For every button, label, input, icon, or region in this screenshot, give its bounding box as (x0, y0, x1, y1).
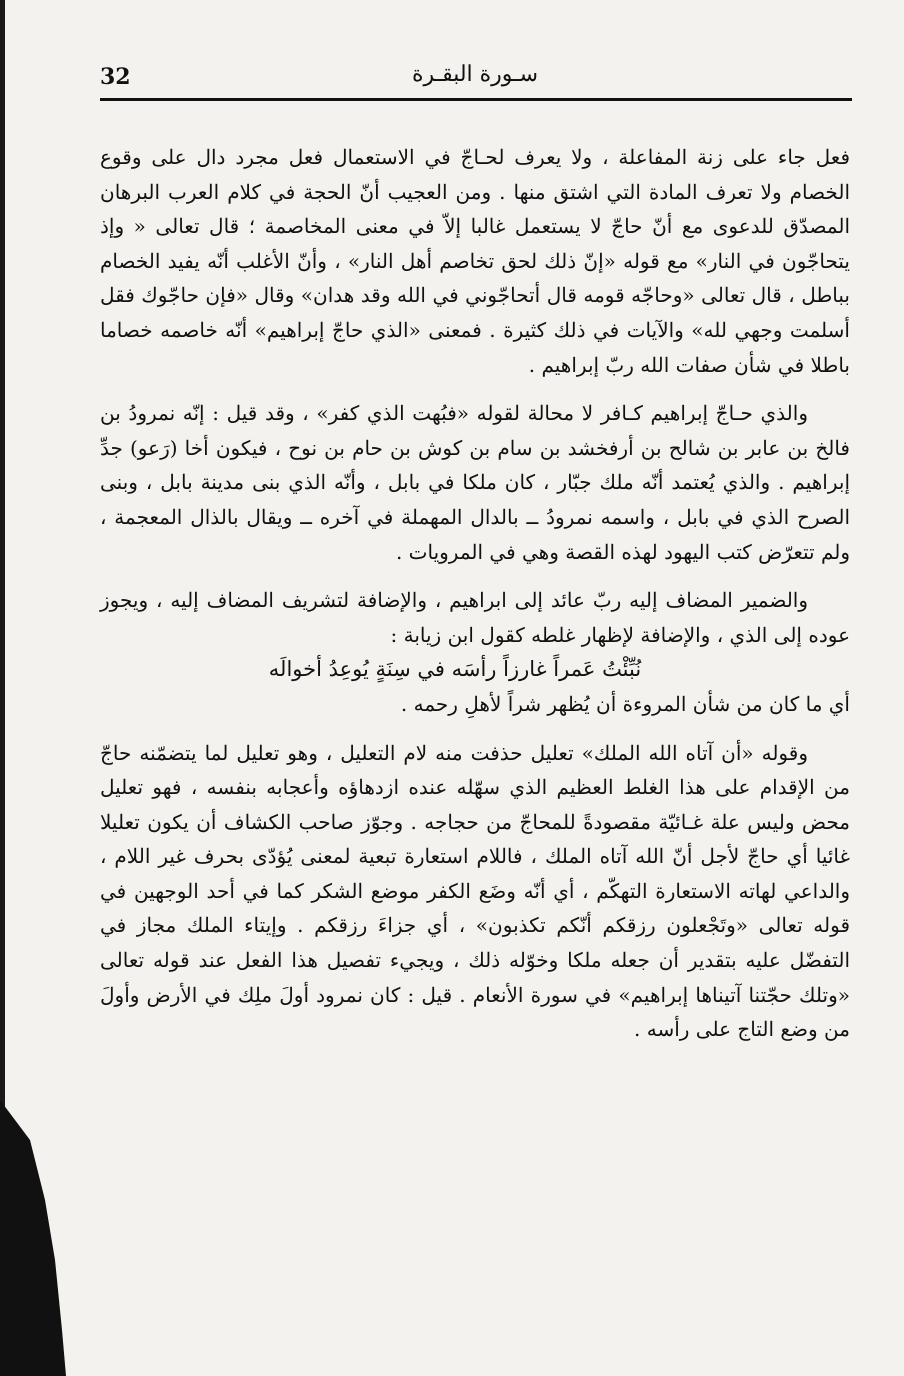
poetry-verse: نُبِّئْتُ عَمراً غارزاً رأسَه في سِنَةٍ يُوعِدُ أخوالَه (268, 657, 642, 682)
page-header (100, 62, 850, 96)
running-title: سـورة البقـرة (411, 62, 539, 87)
paragraph-2: والذي حـاجّ إبراهيم كـافر لا محالة لقوله «فبُهت الذي كفر» ، وقد قيل : إنّه نمرودُ بن فالخ بن عابر بن شالح بن أرفخشد بن سام بن كوش بن حام بن نوح ، فيكون أخا (رَعو) جدِّ إبراهيم . والذي يُعتمد أنّه ملك جبّار ، كان ملكا في بابل ، وأنّه الذي بنى مدينة بابل ، وبنى الصرح الذي في بابل ، واسمه نمرودُ ــ بالدال المهملة في آخره ــ ويقال بالذال المعجمة ، ولم تتعرّض كتب اليهود لهذه القصة وهي في المرويات . (100, 401, 850, 564)
paragraph-3: والضمير المضاف إليه ربّ عائد إلى ابراهيم ، والإضافة لتشريف المضاف إليه ، ويجوز عوده إلى الذي ، والإضافة لإظهار غلطه كقول ابن زيابة : (100, 588, 850, 647)
page-body (100, 140, 850, 1047)
paragraph-1: فعل جاء على زنة المفاعلة ، ولا يعرف لحـاجّ في الاستعمال فعل مجرد دال على وقوع الخصام ولا تعرف المادة التي اشتق منها . ومن العجيب أنّ الحجة في كلام العرب البرهان المصدّق للدعوى مع أنّ حاجّ لا يستعمل غالبا إلاّ في معنى المخاصمة ؛ قال تعالى « وإذ يتحاجّون في النار» مع قوله «إنّ ذلك لحق تخاصم أهل النار» ، وأنّ الأغلب أنّه يفيد الخصام بباطل ، قال تعالى «وحاجّه قومه قال أتحاجّوني في الله وقد هدان» وقال «فإن حاجّوك فقل أسلمت وجهي لله» والآيات في ذلك كثيرة . فمعنى «الذي حاجّ إبراهيم» أنّه خاصمه خصاما باطلا في شأن صفات الله ربّ إبراهيم . (100, 145, 850, 377)
page-number: 32 (100, 64, 131, 90)
header-rule (100, 98, 852, 101)
scan-shadow (0, 0, 70, 1376)
paragraph-4: أي ما كان من شأن المروءة أن يُظهر شراً لأهلِ رحمه . (400, 691, 850, 716)
paragraph-5: وقوله «أن آتاه الله الملك» تعليل حذفت منه لام التعليل ، وهو تعليل لما يتضمّنه حاجّ من الإقدام على هذا الغلط العظيم الذي سهّله عنده ازدهاؤه وأعجابه بنفسه ، فهو تعليل محض وليس علة غـائيّة مقصودةً للمحاجّ من حجاجه . وجوّز صاحب الكشاف أن يكون تعليلا غائيا أي حاجّ لأجل أنّ الله آتاه الملك ، فاللام استعارة تبعية لمعنى يُؤدّى بحرف غير اللام ، والداعي لهاته الاستعارة التهكّم ، أي أنّه وضَع الكفر موضع الشكر كما في أحد الوجهين في قوله تعالى «وتَجْعلون رزقكم أنّكم تكذبون» ، أي جزاءَ رزقكم . وإيتاء الملك مجاز في التفضّل عليه بتقدير أن جعله ملكا وخوّله ذلك ، ويجيء تفصيل هذا الفعل عند قوله تعالى «وتلك حجّتنا آتيناها إبراهيم» في سورة الأنعام . قيل : كان نمرود أولَ ملِك في الأرض وأولَ من وضع التاج على رأسه . (100, 740, 850, 1042)
